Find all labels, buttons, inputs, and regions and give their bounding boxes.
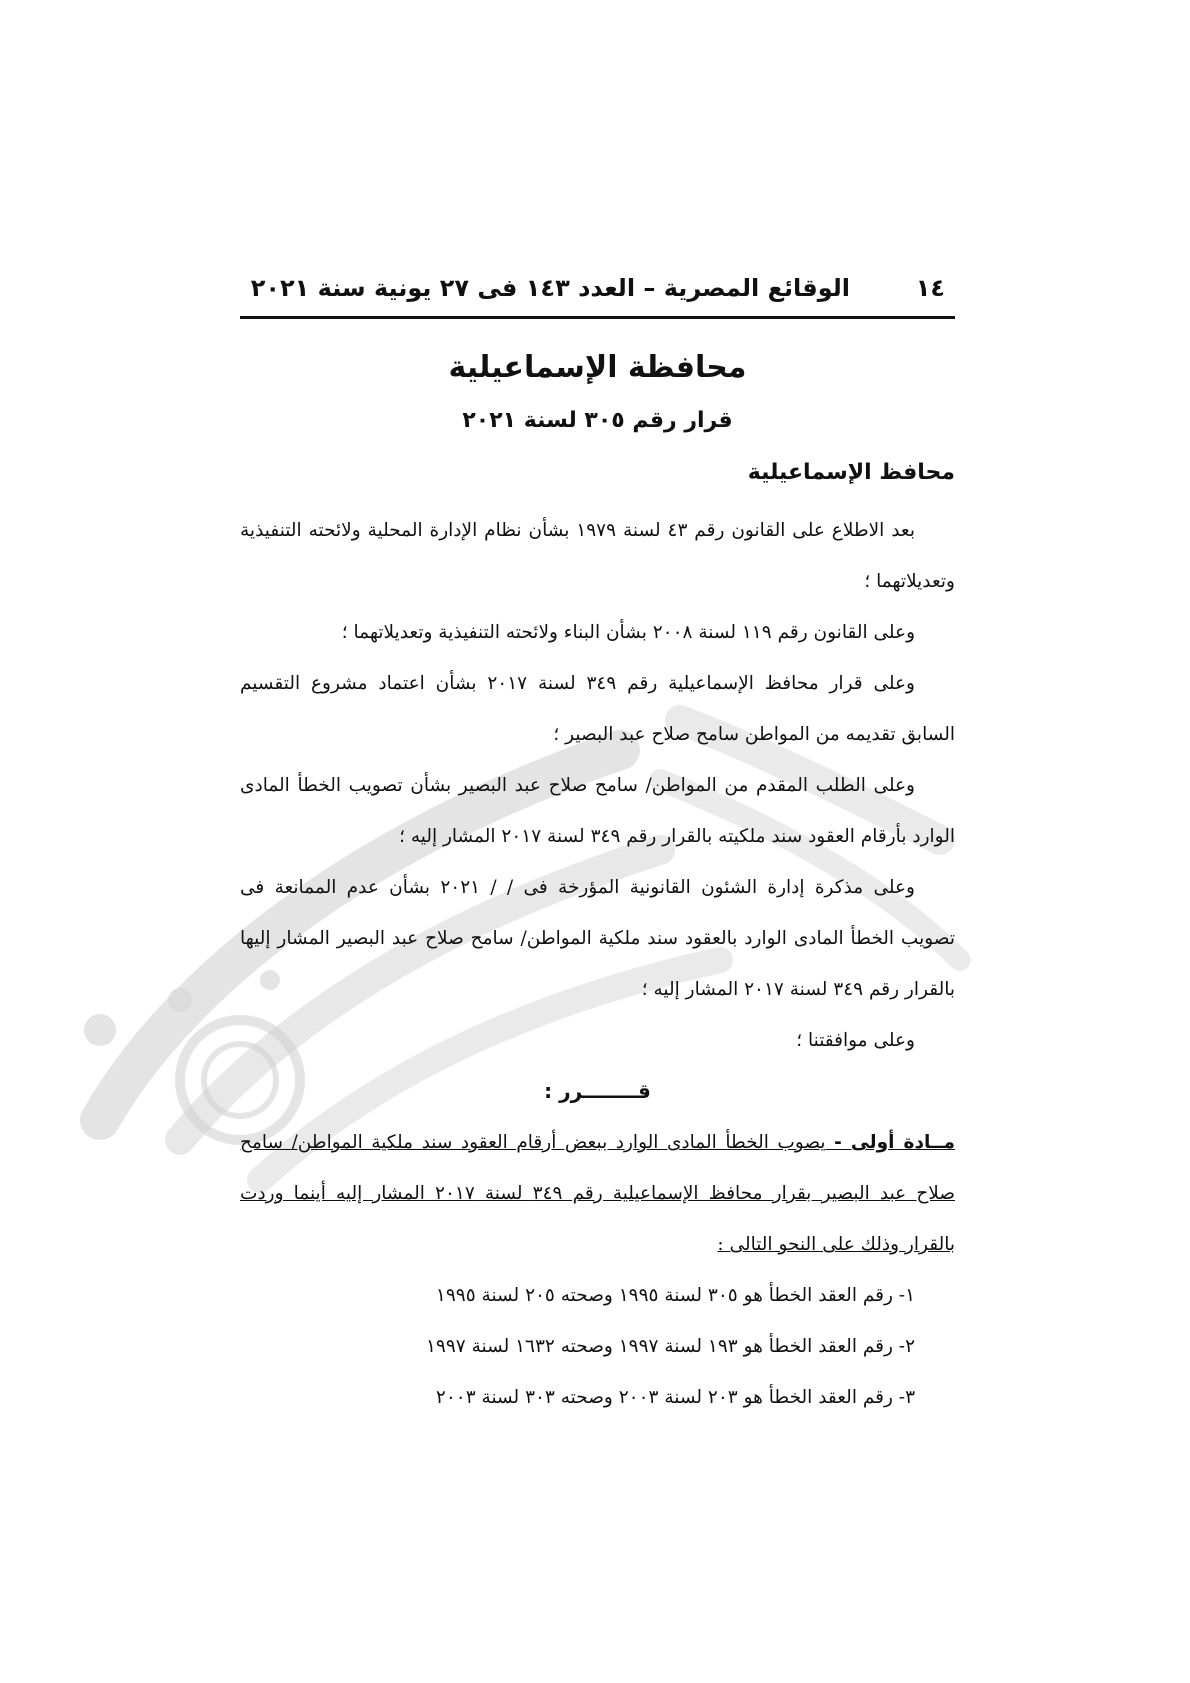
decree-number: قرار رقم ٣٠٥ لسنة ٢٠٢١ — [462, 408, 733, 433]
preamble-paragraph: وعلى القانون رقم ١١٩ لسنة ٢٠٠٨ بشأن البناء ولائحته التنفيذية وتعديلاتهما ؛ — [341, 622, 915, 643]
preamble-paragraph: وعلى قرار محافظ الإسماعيلية رقم ٣٤٩ لسنة ٢٠١٧ بشأن اعتماد مشروع التقسيم السابق تقديمه من المواطن سامح صلاح عبد البصير ؛ — [240, 673, 955, 745]
preamble-paragraph: وعلى الطلب المقدم من المواطن/ سامح صلاح عبد البصير بشأن تصويب الخطأ المادى الوارد بأرقام العقود سند ملكيته بالقرار رقم ٣٤٩ لسنة ٢٠١٧ المشار إليه ؛ — [240, 775, 955, 847]
correction-item: ٢- رقم العقد الخطأ هو ١٩٣ لسنة ١٩٩٧ وصحته ١٦٣٢ لسنة ١٩٩٧ — [425, 1336, 915, 1357]
page-number: ١٤ — [915, 274, 945, 302]
article-one-label: مــادة أولى - — [834, 1132, 956, 1153]
correction-item: ١- رقم العقد الخطأ هو ٣٠٥ لسنة ١٩٩٥ وصحته ٢٠٥ لسنة ١٩٩٥ — [435, 1285, 915, 1306]
article-one — [240, 1117, 955, 1270]
governorate-title: محافظة الإسماعيلية — [448, 350, 747, 385]
decree-body — [240, 505, 955, 1423]
decided-heading: قــــــــرر : — [544, 1079, 651, 1103]
preamble-paragraph: وعلى مذكرة إدارة الشئون القانونية المؤرخة فى / / ٢٠٢١ بشأن عدم الممانعة فى تصويب الخطأ المادى الوارد بالعقود سند ملكية المواطن/ سامح صلاح عبد البصير المشار إليها بالقرار رقم ٣٤٩ لسنة ٢٠١٧ المشار إليه ؛ — [240, 877, 955, 1000]
gazette-header-title: الوقائع المصرية – العدد ١٤٣ فى ٢٧ يونية سنة ٢٠٢١ — [250, 274, 850, 302]
page-header — [240, 270, 955, 319]
article-one-text: يصوب الخطأ المادى الوارد ببعض أرقام العقود سند ملكية المواطن/ سامح صلاح عبد البصير بقرار محافظ الإسماعيلية رقم ٣٤٩ لسنة ٢٠١٧ المشار إليه أينما وردت بالقرار وذلك على النحو التالى : — [240, 1132, 956, 1255]
preamble-paragraph: وعلى موافقتنا ؛ — [796, 1030, 915, 1051]
correction-item: ٣- رقم العقد الخطأ هو ٢٠٣ لسنة ٢٠٠٣ وصحته ٣٠٣ لسنة ٢٠٠٣ — [435, 1387, 915, 1408]
issuer-heading: محافظ الإسماعيلية — [747, 460, 955, 485]
preamble-paragraph: بعد الاطلاع على القانون رقم ٤٣ لسنة ١٩٧٩ بشأن نظام الإدارة المحلية ولائحته التنفيذية وتعديلاتهما ؛ — [240, 520, 955, 592]
